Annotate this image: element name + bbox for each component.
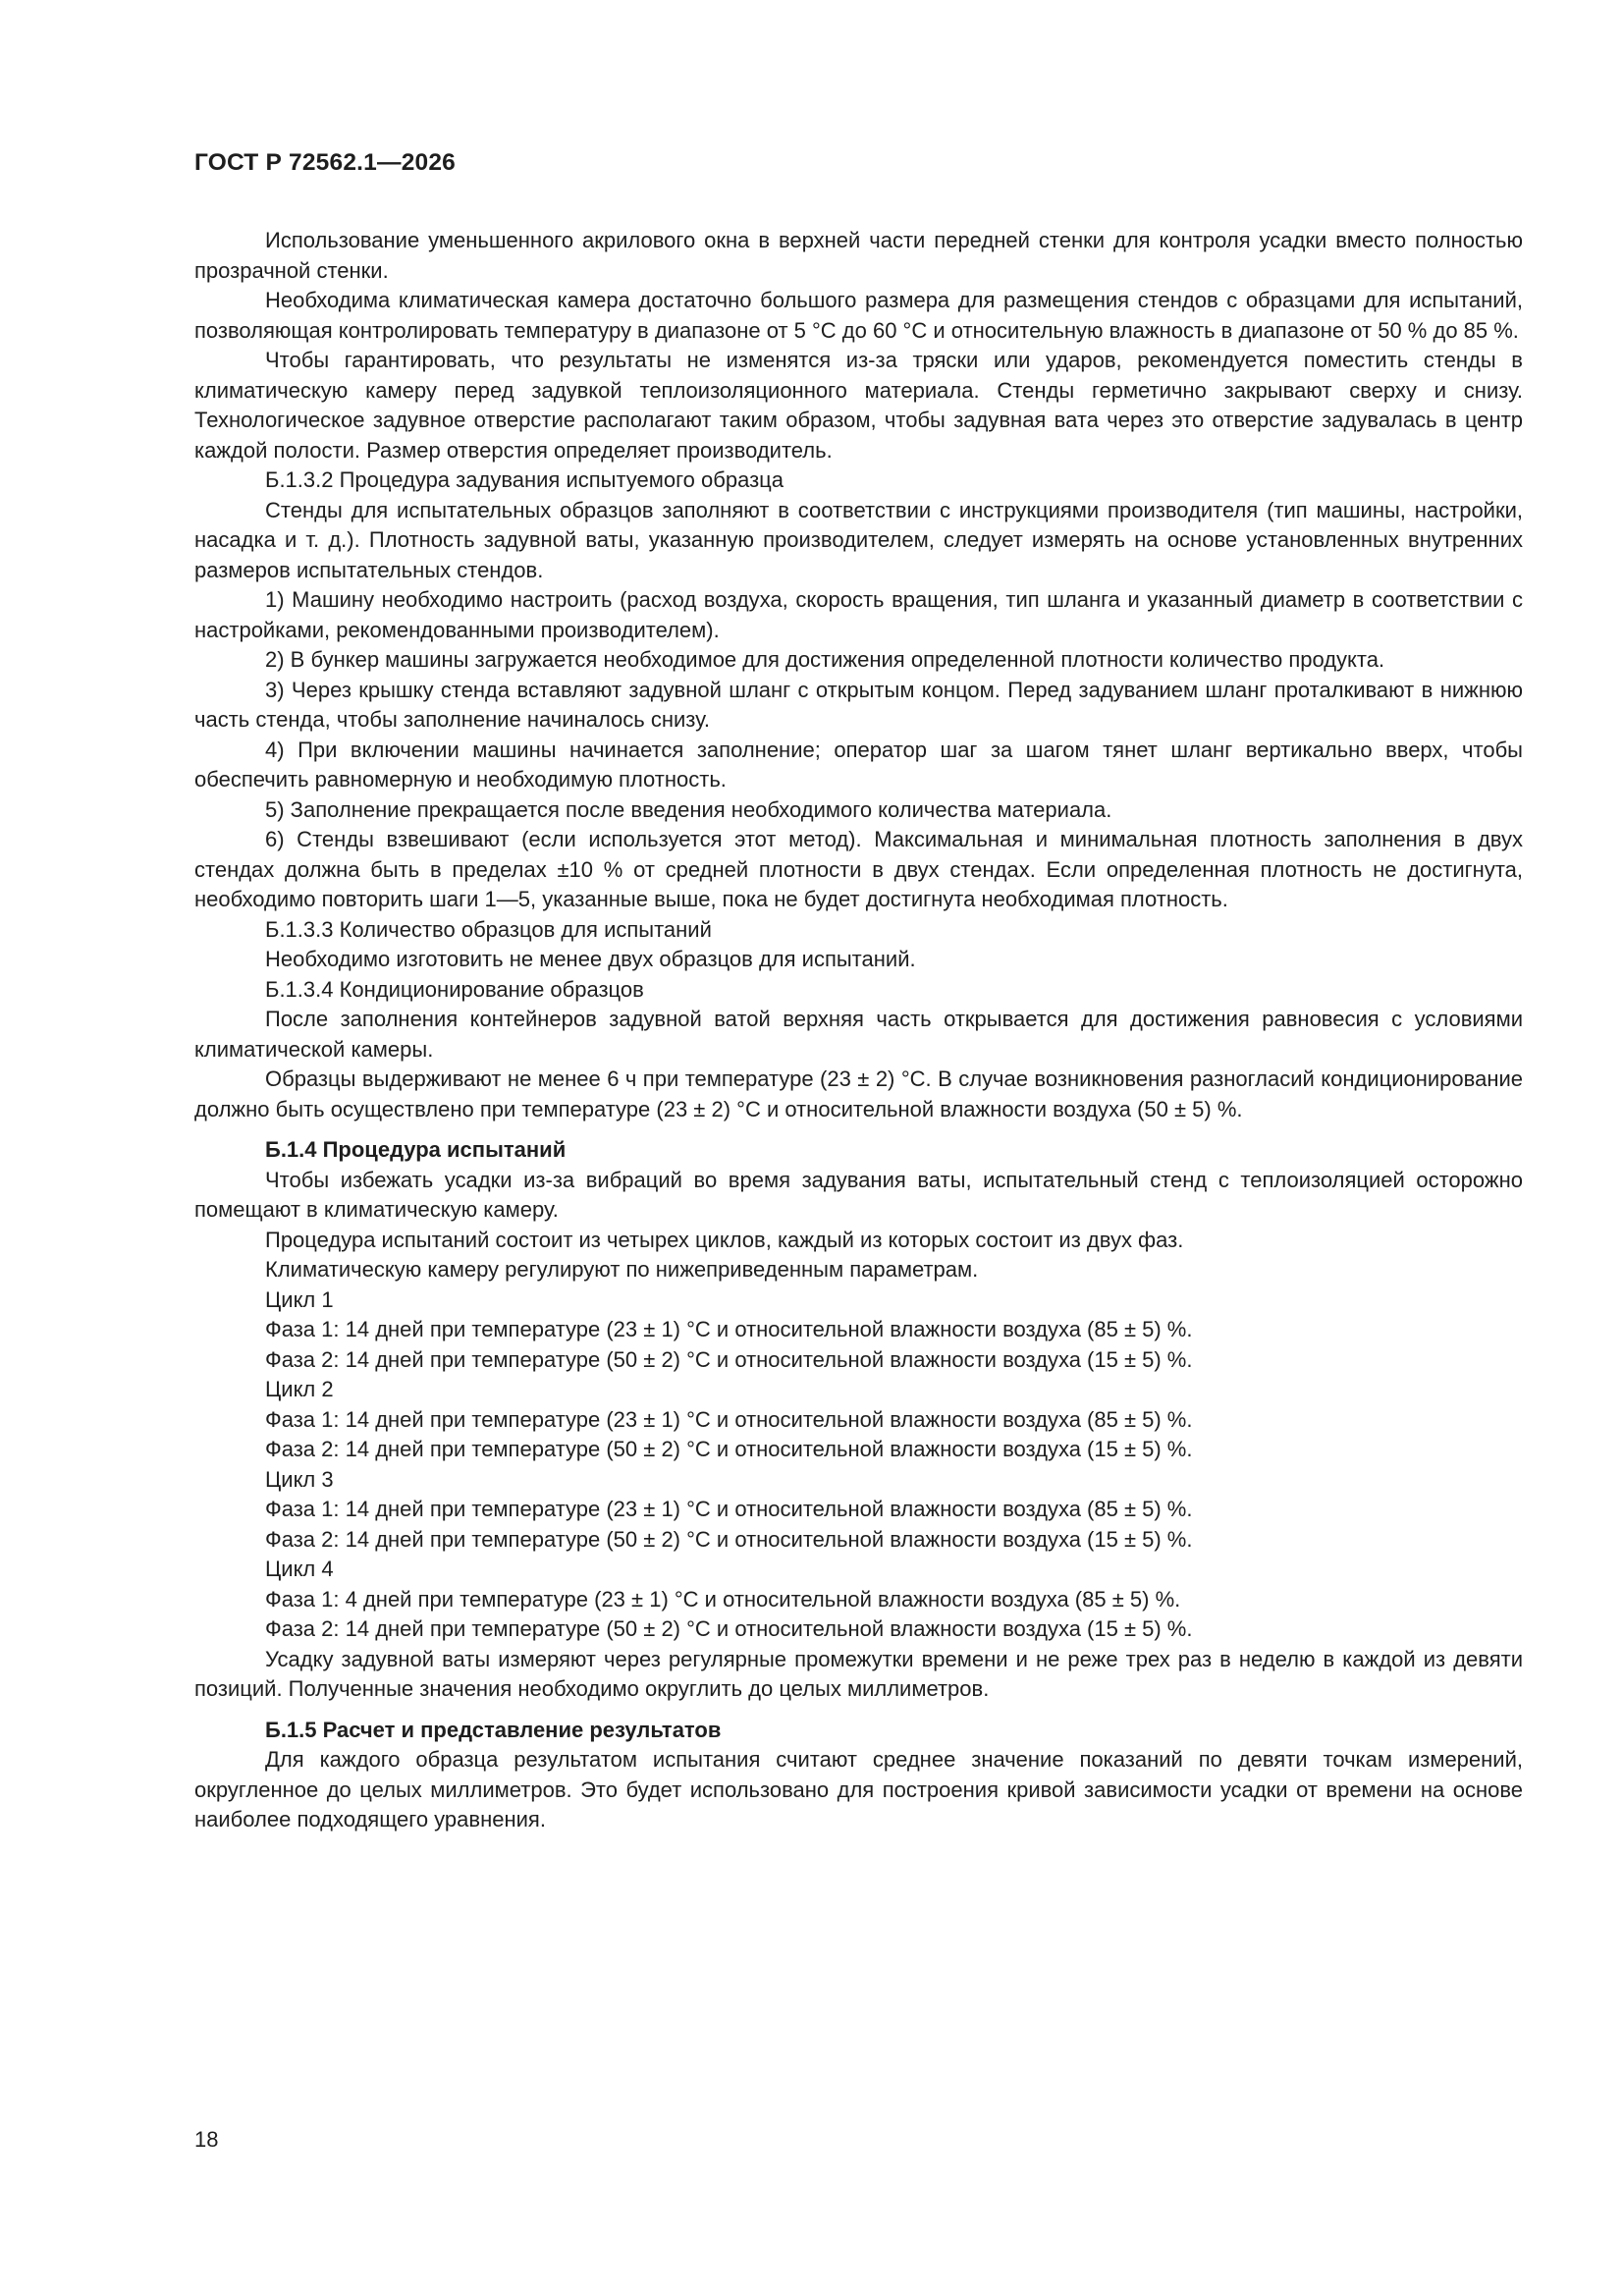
list-item: 3) Через крышку стенда вставляют задувной шланг с открытым концом. Перед задуванием шланг проталкивают в нижнюю часть стенда, чтобы заполнение начиналось снизу. <box>194 677 1523 732</box>
paragraph: Использование уменьшенного акрилового окна в верхней части передней стенки для контроля усадки вместо полностью прозрачной стенки. <box>194 228 1523 283</box>
paragraph: Климатическую камеру регулируют по нижеприведенным параметрам. <box>265 1257 979 1282</box>
paragraph: Необходима климатическая камера достаточно большого размера для размещения стендов с образцами для испытаний, позволяющая контролировать температуру в диапазоне от 5 °С до 60 °С и относительную влажность в диапазоне от 50 % до 85 %. <box>194 288 1523 343</box>
list-item: 2) В бункер машины загружается необходимое для достижения определенной плотности количество продукта. <box>265 647 1385 672</box>
document-code: ГОСТ Р 72562.1—2026 <box>194 149 456 176</box>
cycle-label: Цикл 2 <box>265 1377 334 1401</box>
phase-line: Фаза 1: 14 дней при температуре (23 ± 1) °С и относительной влажности воздуха (85 ± 5) %. <box>265 1497 1193 1521</box>
list-item: 5) Заполнение прекращается после введения необходимого количества материала. <box>265 796 1112 822</box>
page-number: 18 <box>194 2127 219 2152</box>
cycle-label: Цикл 4 <box>265 1557 334 1581</box>
paragraph: Для каждого образца результатом испытания считают среднее значение показаний по девяти точкам измерений, округленное до целых миллиметров. Это будет использовано для построения кривой зависимости усадки от времени на основе наиболее подходящего уравнения. <box>194 1747 1523 1831</box>
section-heading: Б.1.5 Расчет и представление результатов <box>265 1717 722 1742</box>
cycle-label: Цикл 3 <box>265 1466 334 1492</box>
phase-line: Фаза 1: 4 дней при температуре (23 ± 1) °С и относительной влажности воздуха (85 ± 5) %. <box>265 1586 1181 1612</box>
list-item: 4) При включении машины начинается заполнение; оператор шаг за шагом тянет шланг вертикально вверх, чтобы обеспечить равномерную и необходимую плотность. <box>194 737 1523 792</box>
phase-line: Фаза 2: 14 дней при температуре (50 ± 2) °С и относительной влажности воздуха (15 ± 5) %. <box>265 1616 1193 1641</box>
phase-line: Фаза 2: 14 дней при температуре (50 ± 2) °С и относительной влажности воздуха (15 ± 5) %. <box>265 1526 1193 1552</box>
document-body <box>194 226 1523 1835</box>
phase-line: Фаза 1: 14 дней при температуре (23 ± 1) °С и относительной влажности воздуха (85 ± 5) %. <box>265 1317 1193 1341</box>
section-heading: Б.1.4 Процедура испытаний <box>265 1137 567 1162</box>
paragraph: Необходимо изготовить не менее двух образцов для испытаний. <box>265 947 916 971</box>
subsection-title: Б.1.3.2 Процедура задувания испытуемого образца <box>265 467 784 492</box>
paragraph: После заполнения контейнеров задувной ватой верхняя часть открывается для достижения равновесия с условиями климатической камеры. <box>194 1007 1523 1062</box>
paragraph: Процедура испытаний состоит из четырех циклов, каждый из которых состоит из двух фаз. <box>265 1227 1184 1252</box>
subsection-title: Б.1.3.4 Кондиционирование образцов <box>265 976 644 1002</box>
paragraph: Усадку задувной ваты измеряют через регулярные промежутки времени и не реже трех раз в неделю в каждой из девяти позиций. Полученные значения необходимо округлить до целых миллиметров. <box>194 1646 1523 1701</box>
phase-line: Фаза 2: 14 дней при температуре (50 ± 2) °С и относительной влажности воздуха (15 ± 5) %. <box>265 1346 1193 1372</box>
paragraph: Стенды для испытательных образцов заполняют в соответствии с инструкциями производителя (тип машины, настройки, насадка и т. д.). Плотность задувной ваты, указанную производителем, следует измерять на основе установленных внутренних размеров испытательных стендов. <box>194 497 1523 582</box>
paragraph: Чтобы избежать усадки из-за вибраций во время задувания ваты, испытательный стенд с теплоизоляцией осторожно помещают в климатическую камеру. <box>194 1167 1523 1222</box>
cycle-label: Цикл 1 <box>265 1286 334 1312</box>
subsection-title: Б.1.3.3 Количество образцов для испытаний <box>265 916 712 942</box>
phase-line: Фаза 2: 14 дней при температуре (50 ± 2) °С и относительной влажности воздуха (15 ± 5) %. <box>265 1437 1193 1461</box>
paragraph: Чтобы гарантировать, что результаты не изменятся из-за тряски или ударов, рекомендуется поместить стенды в климатическую камеру перед задувкой теплоизоляционного материала. Стенды герметично закрывают сверху и снизу. Технологическое задувное отверстие располагают таким образом, чтобы задувная вата через это отверстие задувалась в центр каждой полости. Размер отверстия определяет производитель. <box>194 348 1523 463</box>
phase-line: Фаза 1: 14 дней при температуре (23 ± 1) °С и относительной влажности воздуха (85 ± 5) %. <box>265 1406 1193 1432</box>
paragraph: Образцы выдерживают не менее 6 ч при температуре (23 ± 2) °С. В случае возникновения разногласий кондиционирование должно быть осуществлено при температуре (23 ± 2) °С и относительной влажности воздуха (50 ± 5) %. <box>194 1066 1523 1121</box>
list-item: 6) Стенды взвешивают (если используется этот метод). Максимальная и минимальная плотность заполнения в двух стендах должна быть в пределах ±10 % от средней плотности в двух стендах. Если определенная плотность не достигнута, необходимо повторить шаги 1—5, указанные выше, пока не будет достигнута необходимая плотность. <box>194 827 1523 911</box>
list-item: 1) Машину необходимо настроить (расход воздуха, скорость вращения, тип шланга и указанный диаметр в соответствии с настройками, рекомендованными производителем). <box>194 587 1523 642</box>
